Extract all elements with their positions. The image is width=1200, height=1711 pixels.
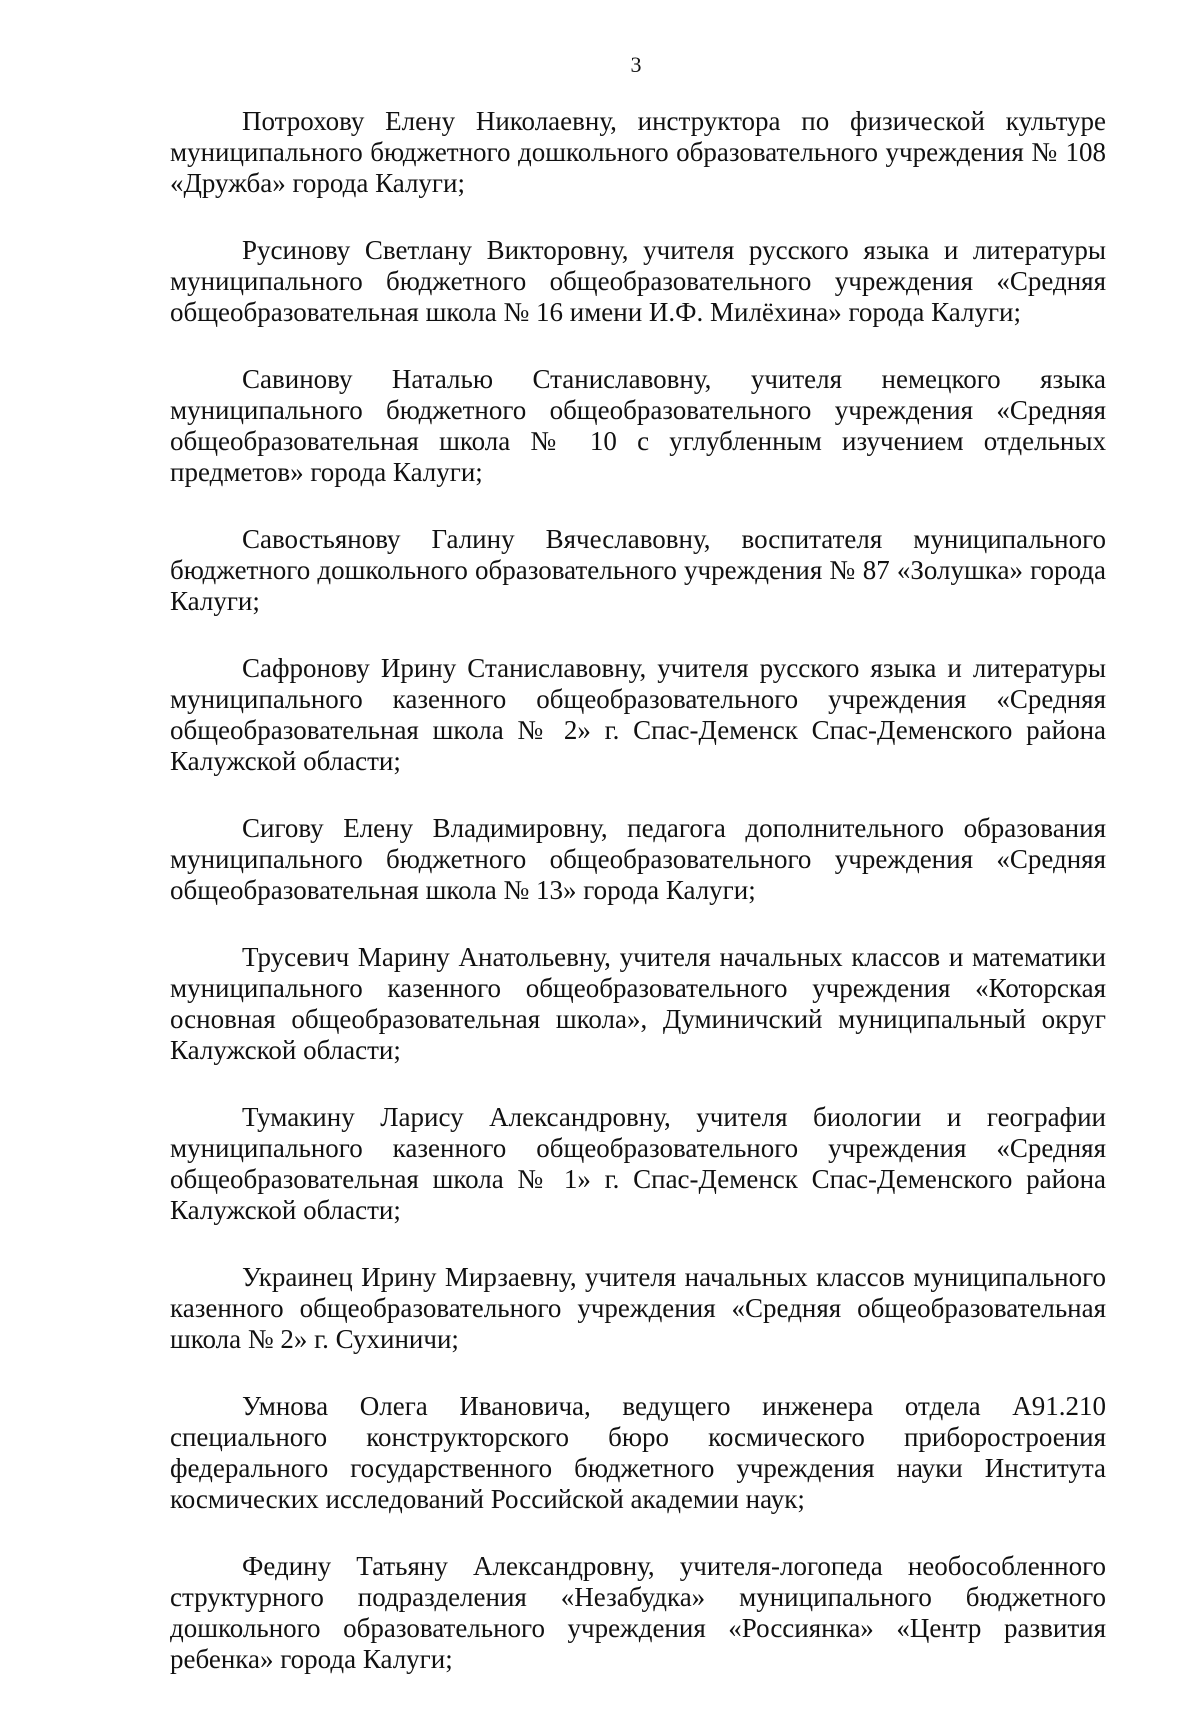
list-item: Умнова Олега Ивановича, ведущего инженера отдела А91.210 специального конструкторского бюро космического приборостроения федерального государственного бюджетного учреждения науки Института космических исследований Российской академии наук; bbox=[170, 1391, 1106, 1514]
list-item: Потрохову Елену Николаевну, инструктора по физической культуре муниципального бюджетного дошкольного образовательного учреждения № 108 «Дружба» города Калуги; bbox=[170, 106, 1106, 198]
list-item: Трусевич Марину Анатольевну, учителя начальных классов и математики муниципального казенного общеобразовательного учреждения «Которская основная общеобразовательная школа», Думиничский муниципальный округ Калужской области; bbox=[170, 942, 1106, 1065]
list-item: Украинец Ирину Мирзаевну, учителя начальных классов муниципального казенного общеобразовательного учреждения «Средняя общеобразовательная школа № 2» г. Сухиничи; bbox=[170, 1262, 1106, 1354]
list-item: Русинову Светлану Викторовну, учителя русского языка и литературы муниципального бюджетного общеобразовательного учреждения «Средняя общеобразовательная школа № 16 имени И.Ф. Милёхина» города Калуги; bbox=[170, 235, 1106, 327]
list-item: Сигову Елену Владимировну, педагога дополнительного образования муниципального бюджетного общеобразовательного учреждения «Средняя общеобразовательная школа № 13» города Калуги; bbox=[170, 813, 1106, 905]
page-number: 3 bbox=[630, 52, 642, 77]
list-item: Савинову Наталью Станиславовну, учителя немецкого языка муниципального бюджетного общеобразовательного учреждения «Средняя общеобразовательная школа № 10 с углубленным изучением отдельных предметов» города Калуги; bbox=[170, 364, 1106, 487]
list-item: Федину Татьяну Александровну, учителя-логопеда необособленного структурного подразделения «Незабудка» муниципального бюджетного дошкольного образовательного учреждения «Россиянка» «Центр развития ребенка» города Калуги; bbox=[170, 1551, 1106, 1674]
award-list bbox=[170, 106, 1106, 1711]
list-item: Савостьянову Галину Вячеславовну, воспитателя муниципального бюджетного дошкольного образовательного учреждения № 87 «Золушка» города Калуги; bbox=[170, 524, 1106, 616]
list-item: Сафронову Ирину Станиславовну, учителя русского языка и литературы муниципального казенного общеобразовательного учреждения «Средняя общеобразовательная школа № 2» г. Спас-Деменск Спас-Деменского района Калужской области; bbox=[170, 653, 1106, 776]
list-item: Тумакину Ларису Александровну, учителя биологии и географии муниципального казенного общеобразовательного учреждения «Средняя общеобразовательная школа № 1» г. Спас-Деменск Спас-Деменского района Калужской области; bbox=[170, 1102, 1106, 1225]
